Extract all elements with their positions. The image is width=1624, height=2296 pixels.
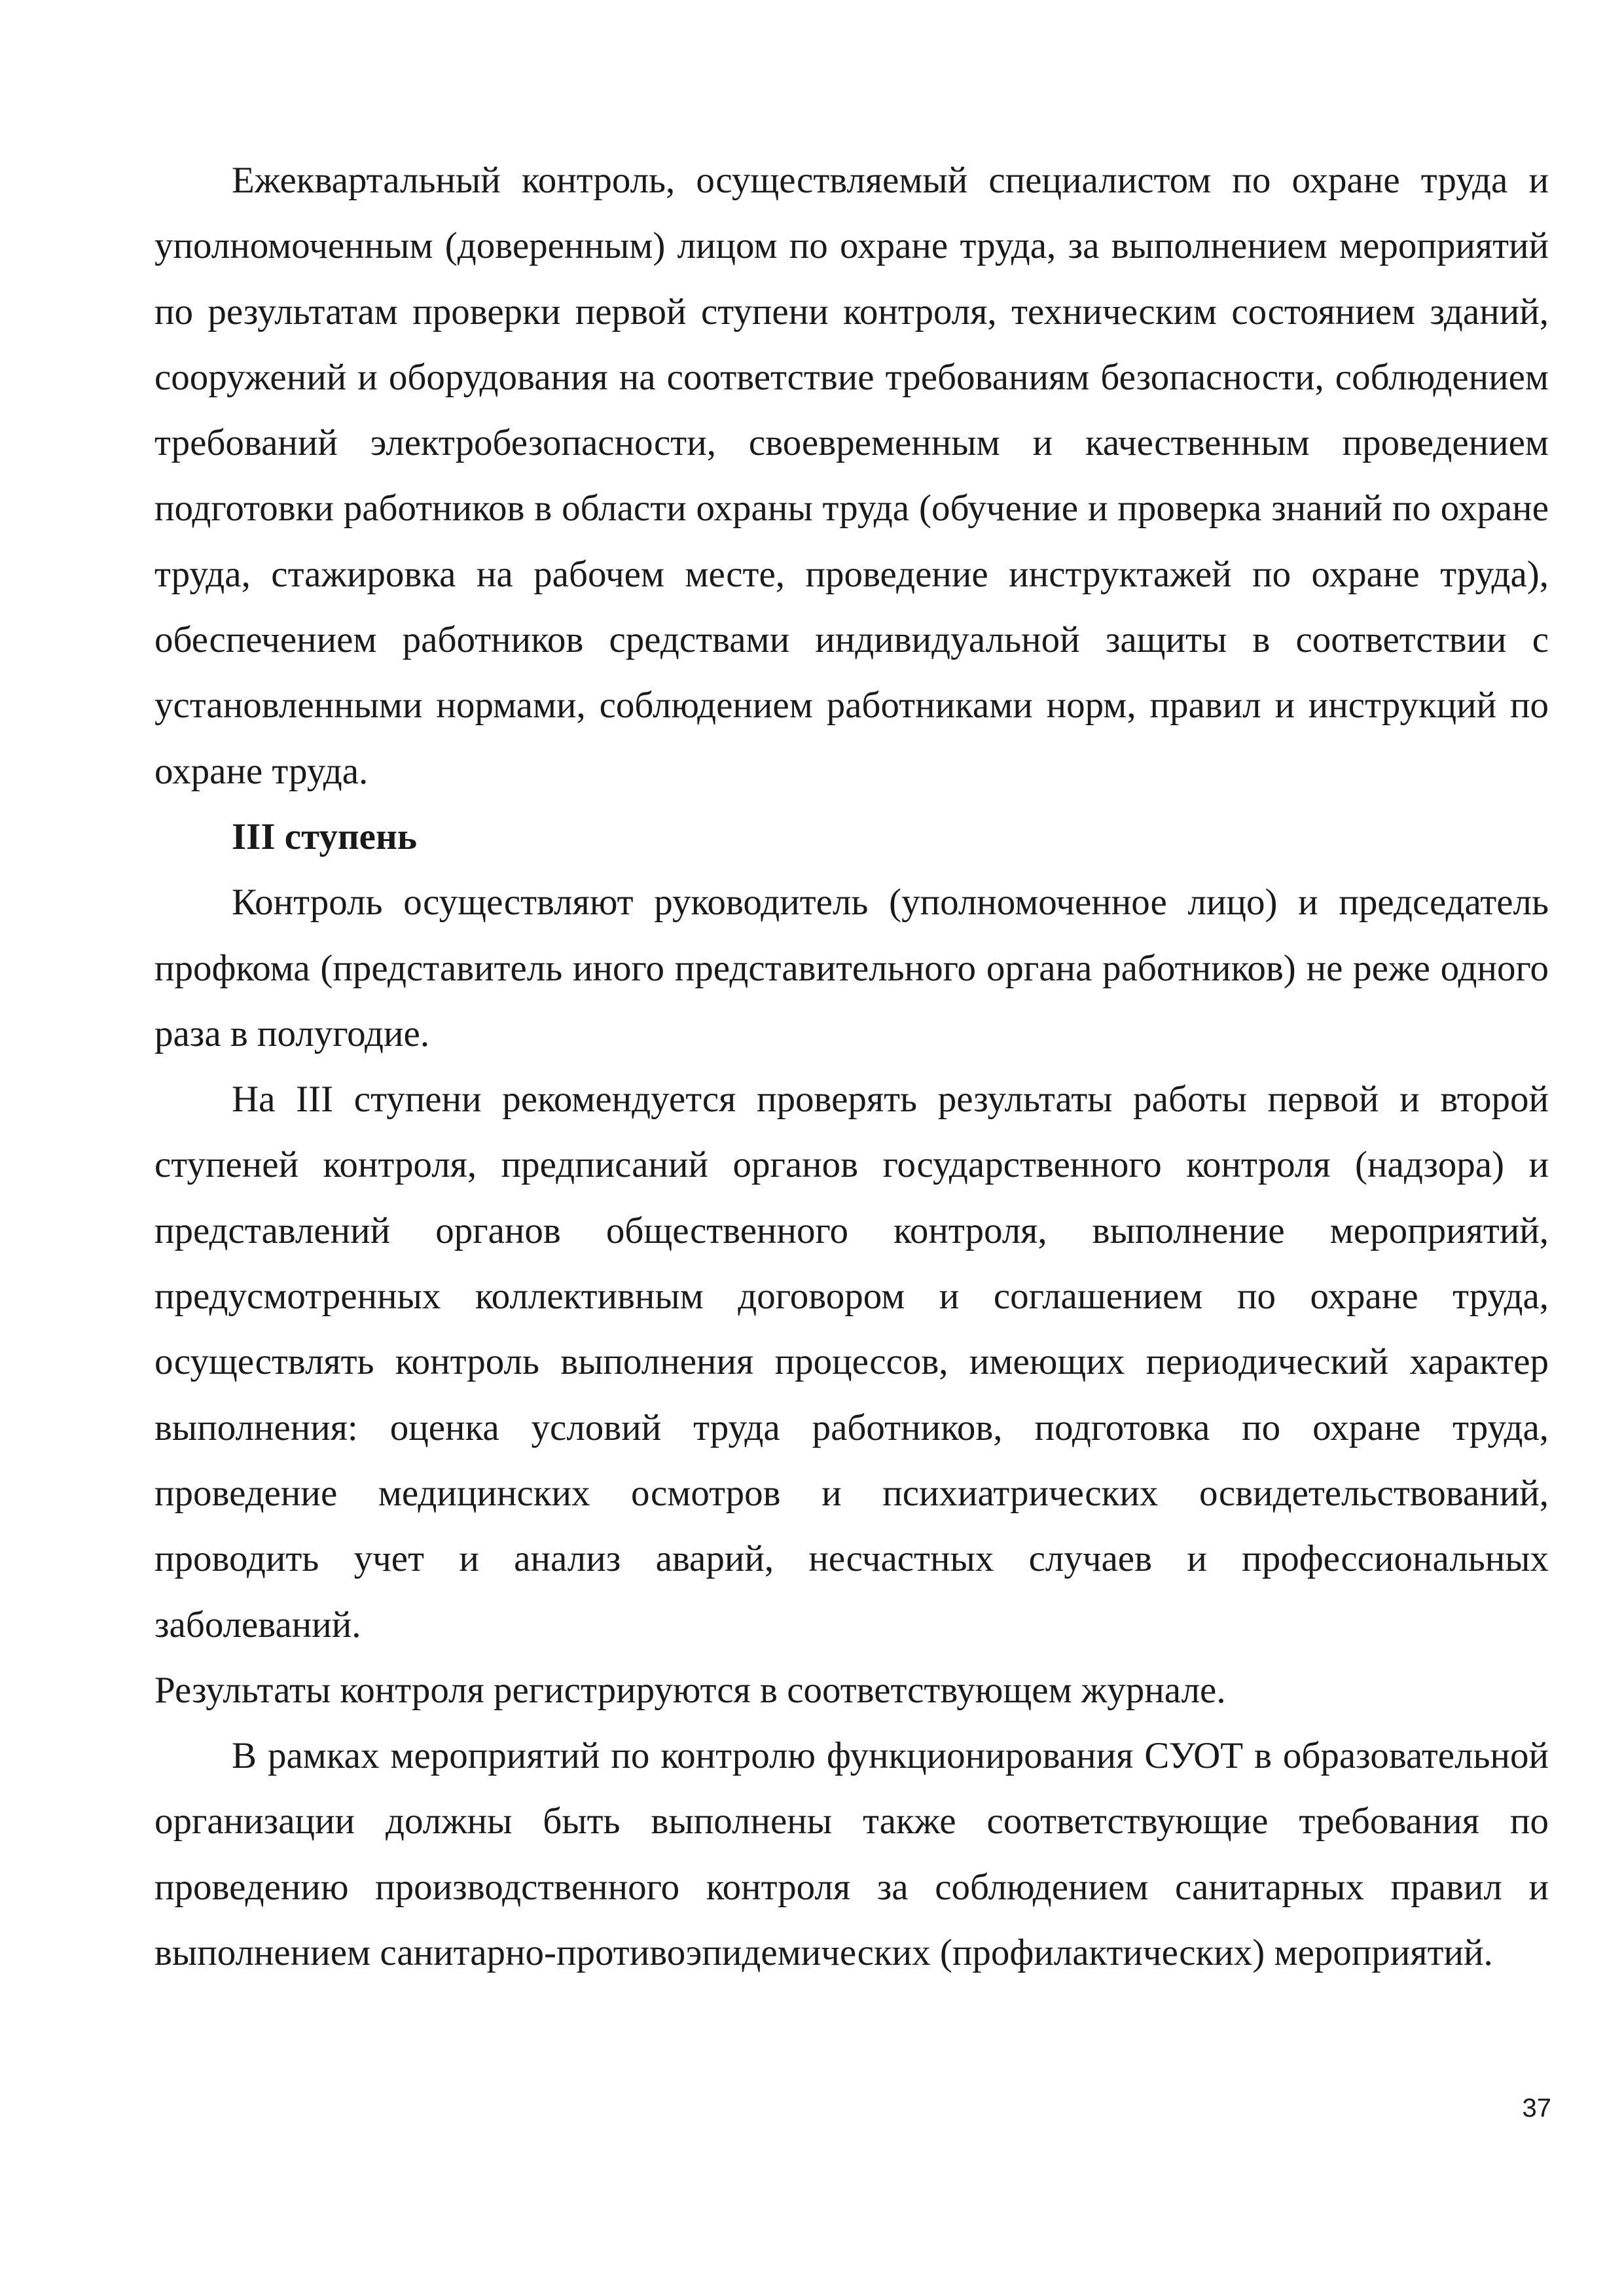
paragraph-stage-3-controllers: Контроль осуществляют руководитель (уполномоченное лицо) и председатель профкома (представитель иного представительного органа работников) не реже одного раза в полугодие. — [154, 882, 1549, 1054]
paragraph-suot-sanitary: В рамках мероприятий по контролю функционирования СУОТ в образовательной организации должны быть выполнены также соответствующие требования по проведению производственного контроля за соблюдением санитарных правил и выполнением санитарно-противоэпидемических (профилактических) мероприятий. — [154, 1735, 1549, 1974]
section-heading-stage-3: III ступень — [232, 816, 417, 857]
page-body — [154, 148, 1549, 1986]
paragraph-results-registration: Результаты контроля регистрируются в соответствующем журнале. — [154, 1669, 1226, 1711]
paragraph-stage-3-checks: На III ступени рекомендуется проверять результаты работы первой и второй ступеней контроля, предписаний органов государственного контроля (надзора) и представлений органов общественного контроля, выполнение мероприятий, предусмотренных коллективным договором и соглашением по охране труда, осуществлять контроль выполнения процессов, имеющих периодический характер выполнения: оценка условий труда работников, подготовка по охране труда, проведение медицинских осмотров и психиатрических освидетельствований, проводить учет и анализ аварий, несчастных случаев и профессиональных заболеваний. — [154, 1079, 1549, 1645]
page-number: 37 — [1522, 2094, 1551, 2123]
paragraph-quarterly-control: Ежеквартальный контроль, осуществляемый специалистом по охране труда и уполномоченным (доверенным) лицом по охране труда, за выполнением мероприятий по результатам проверки первой ступени контроля, техническим состоянием зданий, сооружений и оборудования на соответствие требованиям безопасности, соблюдением требований электробезопасности, своевременным и качественным проведением подготовки работников в области охраны труда (обучение и проверка знаний по охране труда, стажировка на рабочем месте, проведение инструктажей по охране труда), обеспечением работников средствами индивидуальной защиты в соответствии с установленными нормами, соблюдением работниками норм, правил и инструкций по охране труда. — [154, 160, 1549, 792]
